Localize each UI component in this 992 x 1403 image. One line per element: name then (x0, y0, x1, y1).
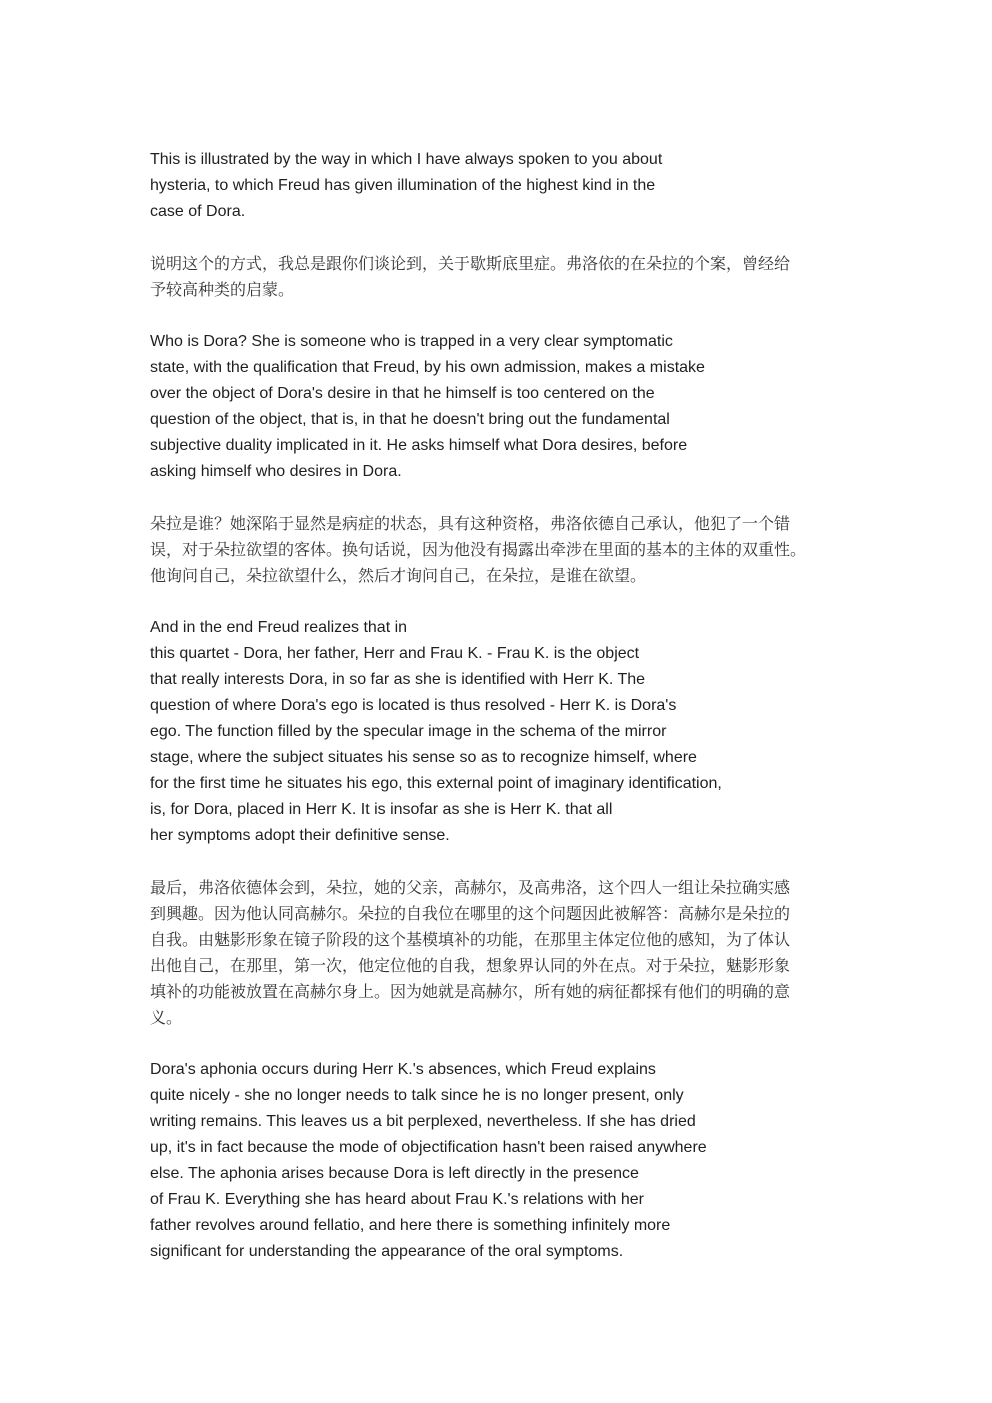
text-line: 填补的功能被放置在高赫尔身上。因为她就是高赫尔，所有她的病征都採有他们的明确的意 (150, 982, 791, 1001)
text-line: writing remains. This leaves us a bit perplexed, nevertheless. If she has dried (150, 1113, 696, 1130)
text-line: This is illustrated by the way in which I have always spoken to you about (150, 151, 663, 168)
text-line: over the object of Dora's desire in that he himself is too centered on the (150, 385, 655, 402)
paragraph-english-4 (150, 1057, 850, 1265)
text-line: that really interests Dora, in so far as she is identified with Herr K. The (150, 671, 646, 688)
paragraph-chinese-3 (150, 875, 850, 1031)
text-line: 到興趣。因为他认同高赫尔。朵拉的自我位在哪里的这个问题因此被解答：高赫尔是朵拉的 (150, 904, 791, 923)
text-line: case of Dora. (150, 203, 246, 220)
text-line: hysteria, to which Freud has given illumination of the highest kind in the (150, 177, 656, 194)
text-line: question of the object, that is, in that he doesn't bring out the fundamental (150, 411, 670, 428)
text-line: 朵拉是谁？她深陷于显然是病症的状态，具有这种资格，弗洛依德自己承认，他犯了一个错 (150, 514, 791, 533)
paragraph-english-1 (150, 147, 850, 225)
text-line: 予较高种类的启蒙。 (150, 280, 295, 299)
text-line: subjective duality implicated in it. He asks himself what Dora desires, before (150, 437, 688, 454)
paragraph-english-3 (150, 615, 850, 849)
text-line: Dora's aphonia occurs during Herr K.'s absences, which Freud explains (150, 1061, 656, 1078)
paragraph-spacer (150, 485, 850, 511)
paragraph-chinese-2 (150, 511, 850, 589)
text-line: her symptoms adopt their definitive sense. (150, 827, 450, 844)
text-line: 说明这个的方式，我总是跟你们谈论到，关于歇斯底里症。弗洛依的在朵拉的个案，曾经给 (150, 254, 791, 273)
paragraph-spacer (150, 589, 850, 615)
paragraph-spacer (150, 1031, 850, 1057)
text-line: quite nicely - she no longer needs to talk since he is no longer present, only (150, 1087, 684, 1104)
text-line: 他询问自己，朵拉欲望什么，然后才询问自己，在朵拉，是谁在欲望。 (150, 566, 647, 585)
paragraph-english-2 (150, 329, 850, 485)
text-line: of Frau K. Everything she has heard about Frau K.'s relations with her (150, 1191, 644, 1208)
text-line: question of where Dora's ego is located is thus resolved - Herr K. is Dora's (150, 697, 677, 714)
text-line: significant for understanding the appearance of the oral symptoms. (150, 1243, 624, 1260)
text-line: this quartet - Dora, her father, Herr and Frau K. - Frau K. is the object (150, 645, 640, 662)
text-line: asking himself who desires in Dora. (150, 463, 402, 480)
text-line: 最后，弗洛依德体会到，朵拉，她的父亲，高赫尔，及高弗洛，这个四人一组让朵拉确实感 (150, 878, 791, 897)
text-line: father revolves around fellatio, and here there is something infinitely more (150, 1217, 671, 1234)
text-line: is, for Dora, placed in Herr K. It is insofar as she is Herr K. that all (150, 801, 613, 818)
text-line: 出他自己，在那里，第一次，他定位他的自我，想象界认同的外在点。对于朵拉，魅影形象 (150, 956, 791, 975)
paragraph-spacer (150, 849, 850, 875)
text-line: Who is Dora? She is someone who is trapped in a very clear symptomatic (150, 333, 673, 350)
text-line: state, with the qualification that Freud, by his own admission, makes a mistake (150, 359, 705, 376)
text-line: ego. The function filled by the specular image in the schema of the mirror (150, 723, 667, 740)
paragraph-spacer (150, 303, 850, 329)
document-body (150, 147, 850, 1265)
text-line: for the first time he situates his ego, this external point of imaginary identification, (150, 775, 722, 792)
text-line: stage, where the subject situates his sense so as to recognize himself, where (150, 749, 697, 766)
text-line: 自我。由魅影形象在镜子阶段的这个基模填补的功能，在那里主体定位他的感知，为了体认 (150, 930, 791, 949)
paragraph-spacer (150, 225, 850, 251)
text-line: up, it's in fact because the mode of objectification hasn't been raised anywhere (150, 1139, 707, 1156)
text-line: else. The aphonia arises because Dora is left directly in the presence (150, 1165, 639, 1182)
text-line: 误，对于朵拉欲望的客体。换句话说，因为他没有揭露出牵涉在里面的基本的主体的双重性。 (150, 540, 807, 559)
paragraph-chinese-1 (150, 251, 850, 303)
text-line: 义。 (150, 1008, 183, 1027)
text-line: And in the end Freud realizes that in (150, 619, 408, 636)
